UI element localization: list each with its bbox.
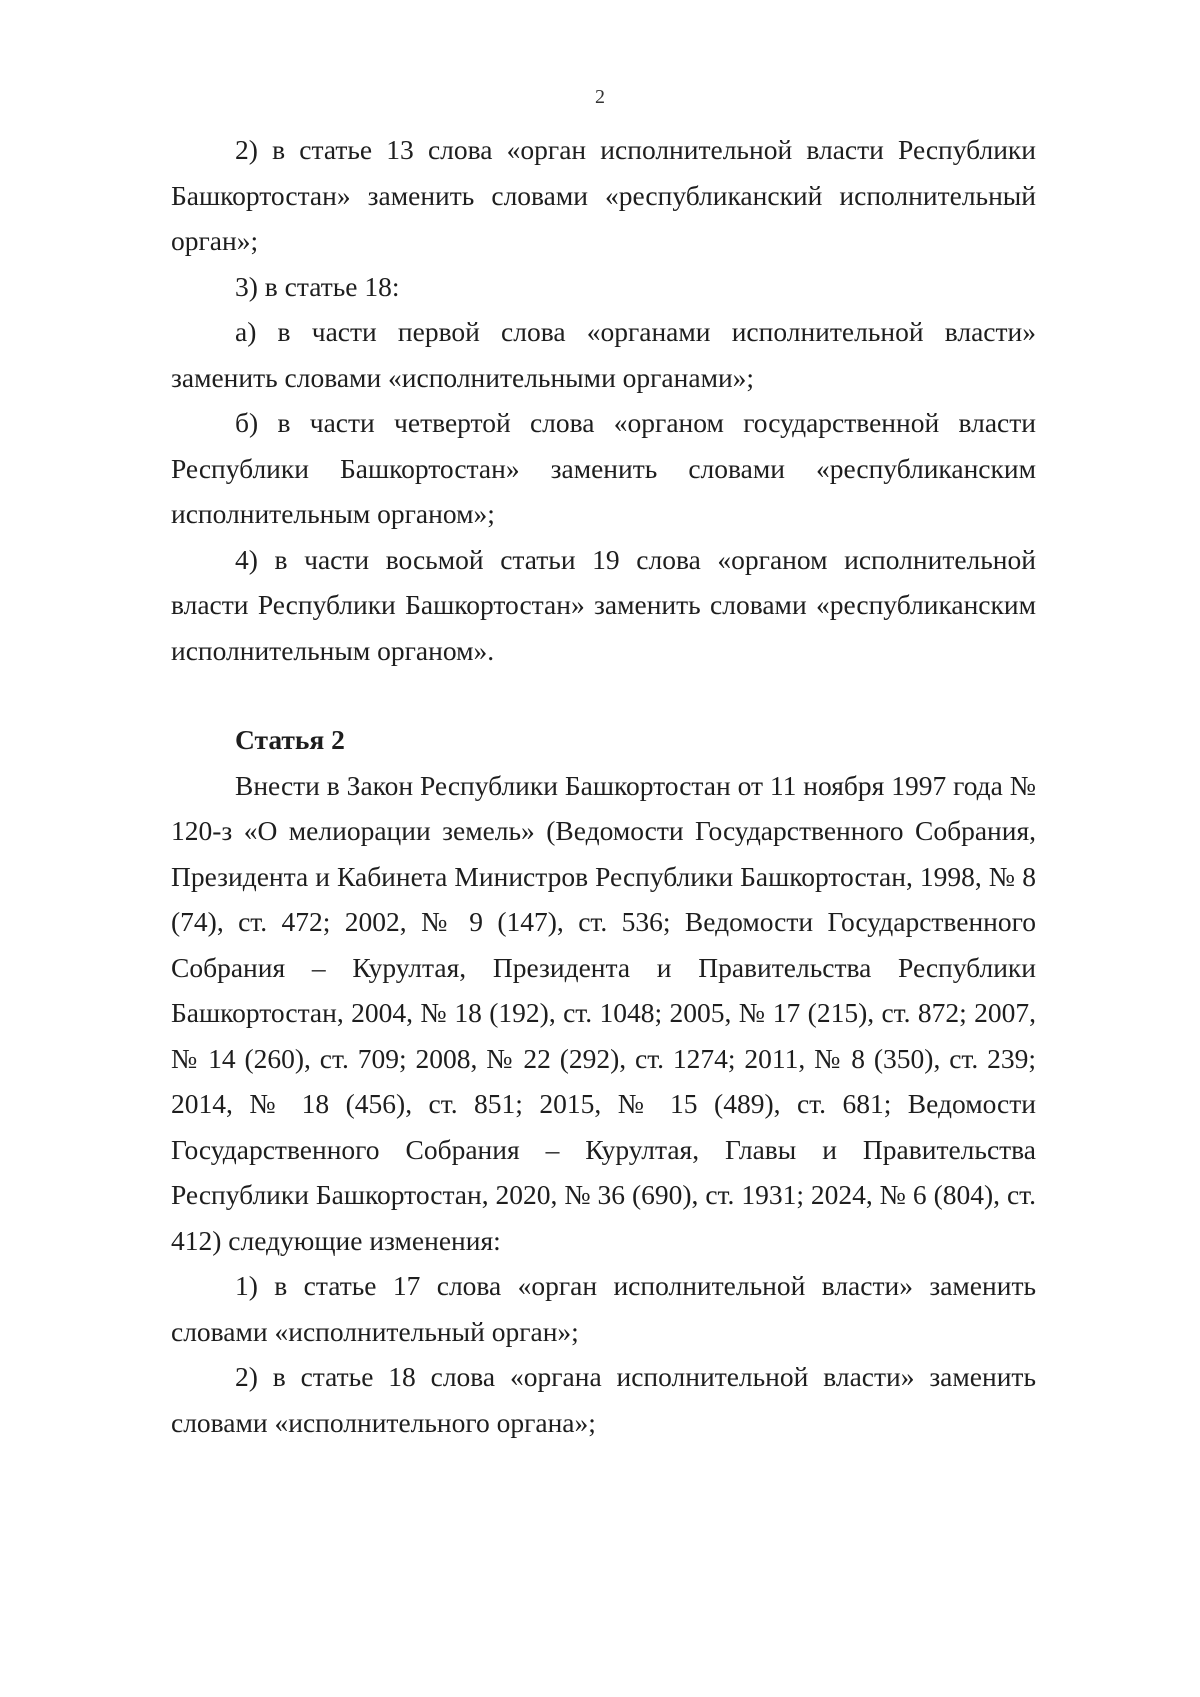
paragraph-article13: 2) в статье 13 слова «орган исполнительной власти Республики Башкортостан» заменить словами «республиканский исполнительный орган»; [171, 134, 1036, 256]
page-number: 2 [595, 86, 605, 108]
paragraph-amend-law: Внести в Закон Республики Башкортостан от 11 ноября 1997 года № 120-з «О мелиорации земель» (Ведомости Государственного Собрания, Президента и Кабинета Министров Республики Башкортостан, 1998, № 8 (74), ст. 472; 2002, № 9 (147), ст. 536; Ведомости Государственного Собрания – Курултая, Президента и Правительства Республики Башкортостан, 2004, № 18 (192), ст. 1048; 2005, № 17 (215), ст. 872; 2007, № 14 (260), ст. 709; 2008, № 22 (292), ст. 1274; 2011, № 8 (350), ст. 239; 2014, № 18 (456), ст. 851; 2015, № 15 (489), ст. 681; Ведомости Государственного Собрания – Курултая, Главы и Правительства Республики Башкортостан, 2020, № 36 (690), ст. 1931; 2024, № 6 (804), ст. 412) следующие изменения: [171, 769, 1036, 1256]
paragraph-article18: 3) в статье 18: [235, 270, 400, 302]
paragraph-article19: 4) в части восьмой статьи 19 слова «органом исполнительной власти Республики Башкортостан» заменить словами «республиканским исполнительным органом». [171, 543, 1036, 666]
paragraph-article18-b: б) в части четвертой слова «органом государственной власти Республики Башкортостан» заменить словами «республиканским исполнительным органом»; [171, 407, 1036, 529]
document-body [171, 127, 1036, 1445]
article-heading: Статья 2 [235, 724, 345, 755]
paragraph-article18-law2: 2) в статье 18 слова «органа исполнительной власти» заменить словами «исполнительного органа»; [171, 1361, 1036, 1438]
paragraph-article18-a: а) в части первой слова «органами исполнительной власти» заменить словами «исполнительными органами»; [171, 316, 1036, 393]
paragraph-article17: 1) в статье 17 слова «орган исполнительной власти» заменить словами «исполнительный орган»; [171, 1270, 1036, 1347]
section-spacer [171, 673, 1036, 717]
